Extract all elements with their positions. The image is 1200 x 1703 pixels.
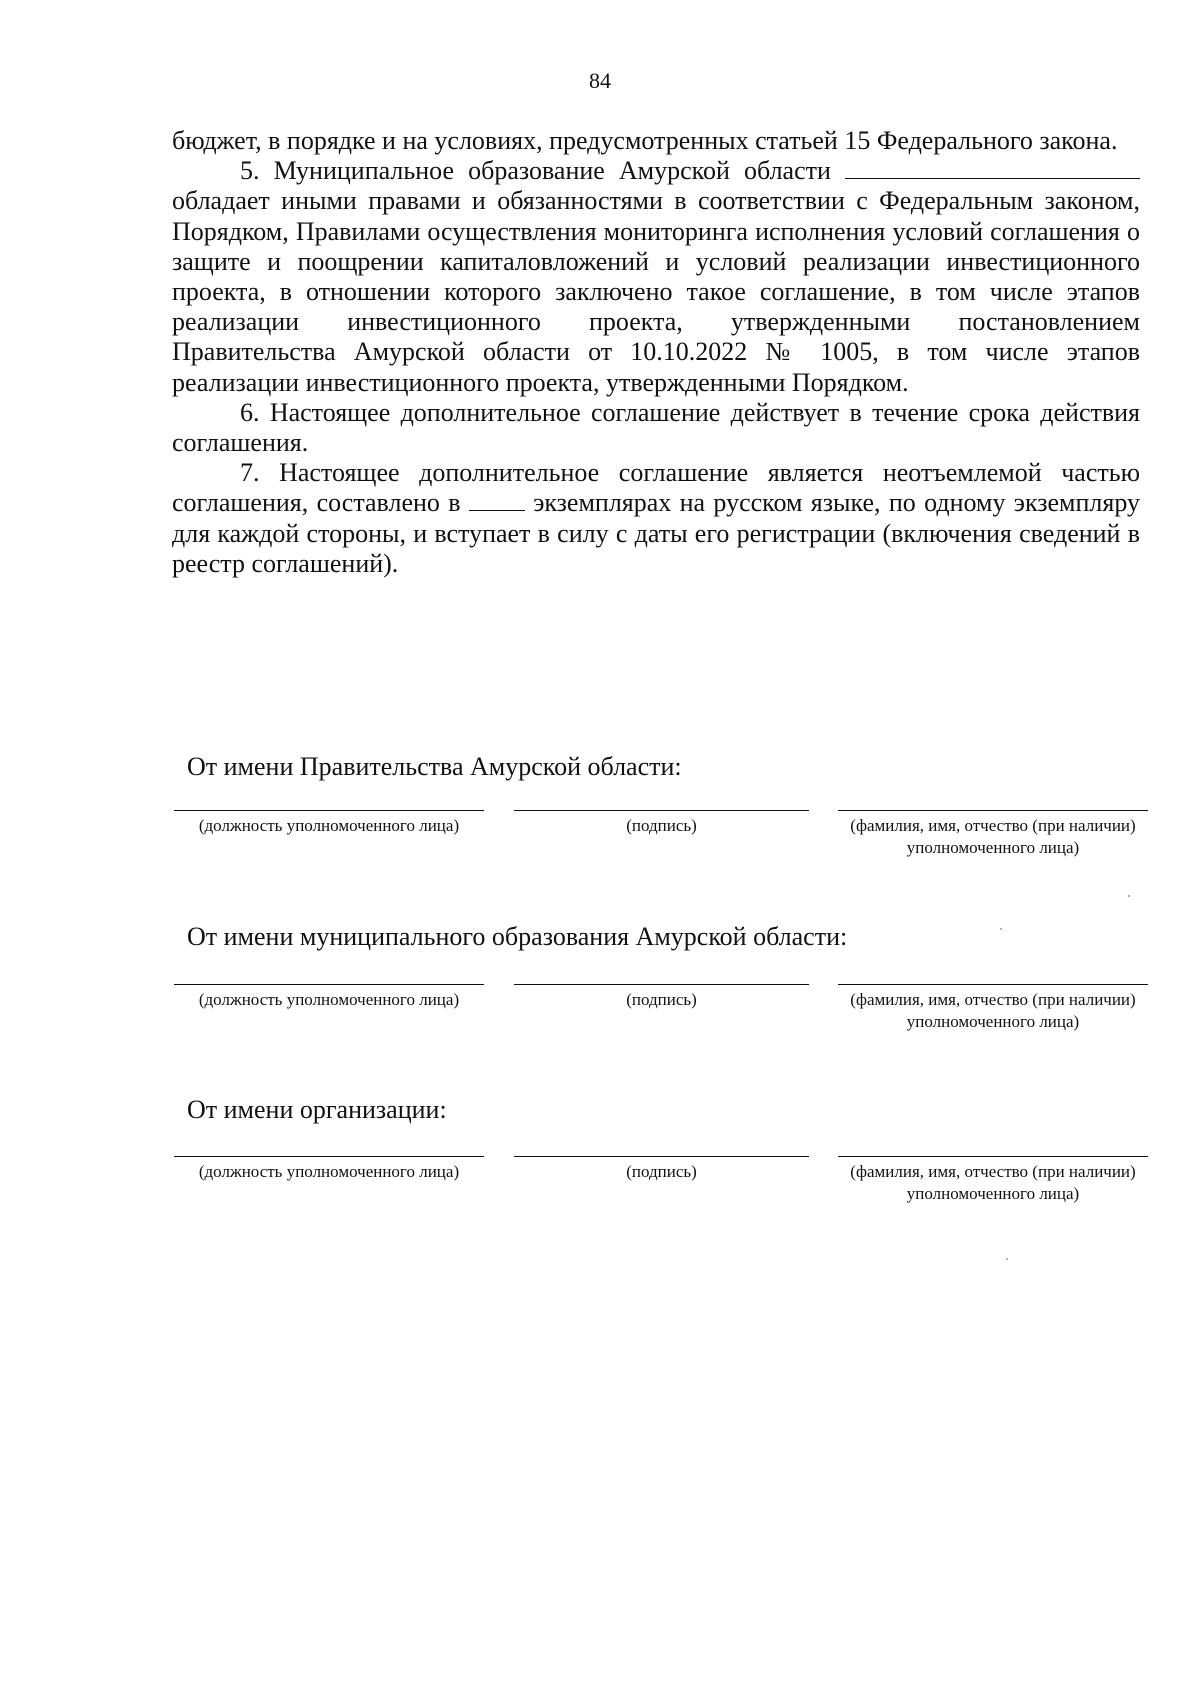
- signature-column-position: [174, 984, 484, 1011]
- paragraph-6: 6. Настоящее дополнительное соглашение действует в течение срока действия соглашения.: [172, 397, 1140, 458]
- caption-name: (фамилия, имя, отчество (при наличии) уполномоченного лица): [850, 990, 1136, 1031]
- page-number: 84: [589, 68, 611, 93]
- signature-column-signature: [514, 810, 809, 837]
- paragraph-7-start: 7. Настоящее дополнительное соглашение является неотъемлемой частью соглашения, составлено в: [172, 458, 1140, 518]
- signature-column-name: [838, 1156, 1148, 1205]
- scan-speck: [1000, 928, 1002, 930]
- caption-position: (должность уполномоченного лица): [198, 990, 460, 1009]
- scan-speck: [1006, 1258, 1008, 1260]
- blank-field-municipality[interactable]: [845, 156, 1140, 179]
- blank-field-copies[interactable]: [469, 488, 525, 511]
- caption-signature: (подпись): [626, 816, 697, 835]
- caption-position: (должность уполномоченного лица): [198, 816, 460, 835]
- caption-signature: (подпись): [626, 1162, 697, 1181]
- caption-name: (фамилия, имя, отчество (при наличии) уполномоченного лица): [850, 1162, 1136, 1203]
- paragraph-5-rest: обладает иными правами и обязанностями в соответствии с Федеральным законом, Порядком, Правилами осуществления мониторинга исполнения условий соглашения о защите и поощрении капиталовложений и условий реализации инвестиционного проекта, в отношении которого заключено такое соглашение, в том числе этапов реализации инвестиционного проекта, утвержденными постановлением Правительства Амурской области от 10.10.2022 № 1005, в том числе этапов реализации инвестиционного проекта, утвержденными Порядком.: [172, 186, 1140, 397]
- paragraph-7-rest: экземплярах на русском языке, по одному экземпляру для каждой стороны, и вступает в силу с даты его регистрации (включения сведений в реестр соглашений).: [172, 488, 1141, 578]
- signature-column-signature: [514, 1156, 809, 1183]
- paragraph-5: [172, 156, 1140, 398]
- signature-column-position: [174, 810, 484, 837]
- body-text: [172, 126, 1140, 579]
- scan-speck: [1128, 895, 1130, 897]
- paragraph-7: [172, 458, 1140, 579]
- paragraph-continuation: бюджет, в порядке и на условиях, предусмотренных статьей 15 Федерального закона.: [172, 126, 1118, 155]
- caption-position: (должность уполномоченного лица): [198, 1162, 460, 1181]
- signature-heading: От имени организации:: [187, 1095, 447, 1124]
- signature-heading: От имени муниципального образования Амурской области:: [187, 922, 848, 951]
- signature-column-position: [174, 1156, 484, 1183]
- caption-name: (фамилия, имя, отчество (при наличии) уполномоченного лица): [850, 816, 1136, 857]
- signature-column-name: [838, 984, 1148, 1033]
- signature-heading: От имени Правительства Амурской области:: [187, 752, 682, 781]
- signature-column-signature: [514, 984, 809, 1011]
- signature-column-name: [838, 810, 1148, 859]
- paragraph-5-start: 5. Муниципальное образование Амурской области: [240, 156, 831, 186]
- caption-signature: (подпись): [626, 990, 697, 1009]
